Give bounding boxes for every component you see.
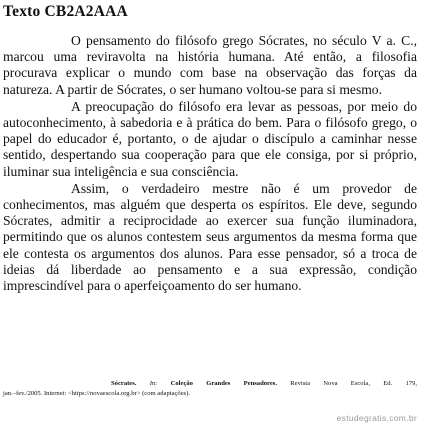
source-magazine: Revista Nova Escola, Ed. 179, (290, 380, 417, 387)
source-collection: Coleção Grandes Pensadores. (170, 380, 278, 387)
text-body (3, 33, 417, 295)
source-line-2: jan.–fev./2005. Internet: <https://novaescola.org.br> (com adaptações). (3, 390, 191, 397)
source-citation (3, 379, 417, 399)
paragraph-3: Assim, o verdadeiro mestre não é um provedor de conhecimentos, mas alguém que desperta os espíritos. Ele deve, segundo Sócrates, admitir a reciprocidade ao exercer sua função iluminadora, permitindo que os alunos contestem seus argumentos da mesma forma que ele contesta os argumentos dos alunos. Para esse pensador, só a troca de ideias dá liberdade ao pensamento e a sua expressão, condição imprescindível para o aperfeiçoamento do ser humano. (3, 180, 417, 294)
text-title: Texto CB2A2AAA (3, 3, 128, 20)
paragraph-2: A preocupação do filósofo era levar as pessoas, por meio do autoconhecimento, à sabedoria e à prática do bem. Para o filósofo grego, o papel do educador é, portanto, o de ajudar o discípulo a caminhar nesse sentido, despertando sua cooperação para que ele consiga, por si próprio, iluminar sua inteligência e sua consciência. (3, 98, 417, 179)
site-watermark: estudegratis.com.br (336, 413, 417, 423)
source-author: Sócrates. (111, 380, 137, 387)
source-line-1 (3, 379, 417, 389)
paragraph-1: O pensamento do filósofo grego Sócrates, no século V a. C., marcou uma reviravolta na história humana. Até então, a filosofia procurava explicar o mundo com base na observação das forças da natureza. A partir de Sócrates, o ser humano voltou-se para si mesmo. (3, 33, 417, 97)
source-in: In: (149, 380, 158, 387)
